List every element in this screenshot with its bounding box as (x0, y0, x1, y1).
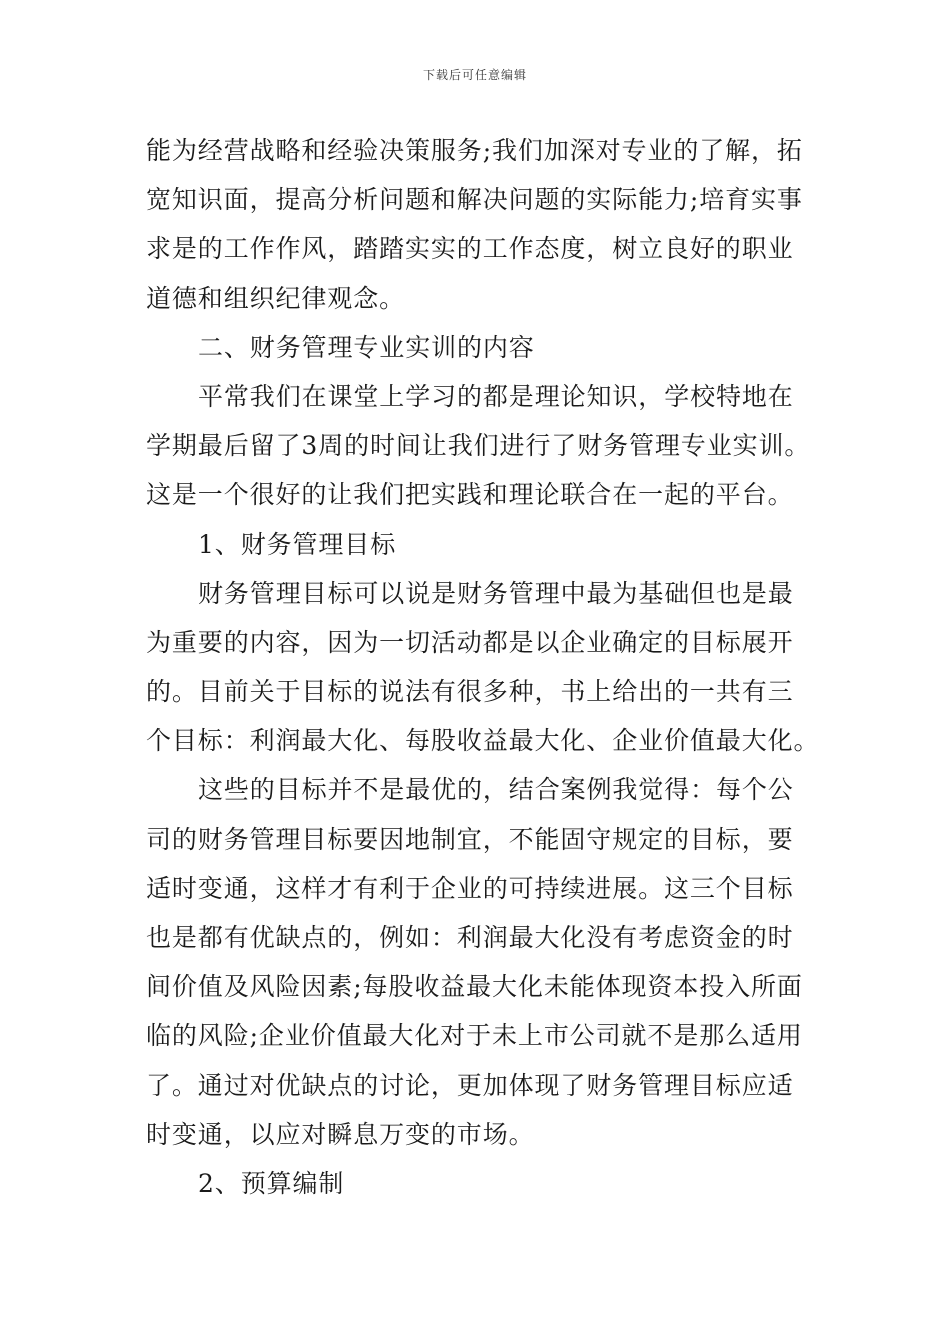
body-line: 司的财务管理目标要因地制宜，不能固守规定的目标，要 (146, 824, 794, 854)
body-line: 间价值及风险因素;每股收益最大化未能体现资本投入所面 (146, 972, 803, 1002)
body-line: 时变通，以应对瞬息万变的市场。 (146, 1119, 535, 1149)
body-line: 临的风险;企业价值最大化对于未上市公司就不是那么适用 (146, 1021, 803, 1051)
body-line: 了。通过对优缺点的讨论，更加体现了财务管理目标应适 (146, 1070, 794, 1100)
body-line: 平常我们在课堂上学习的都是理论知识，学校特地在 (198, 381, 794, 411)
subsection-heading: 1、财务管理目标 (198, 529, 397, 559)
body-line: 也是都有优缺点的，例如：利润最大化没有考虑资金的时 (146, 923, 794, 952)
page-header: 下载后可任意编辑 (422, 68, 527, 82)
body-line: 这些的目标并不是最优的，结合案例我觉得：每个公 (198, 775, 794, 805)
section-heading: 二、财务管理专业实训的内容 (198, 332, 535, 362)
subsection-heading: 2、预算编制 (198, 1168, 345, 1198)
body-line: 学期最后留了3周的时间让我们进行了财务管理专业实训。 (146, 431, 811, 461)
body-line: 这是一个很好的让我们把实践和理论联合在一起的平台。 (146, 480, 794, 510)
body-line: 适时变通，这样才有利于企业的可持续进展。这三个目标 (146, 873, 794, 903)
document-body (146, 126, 820, 1208)
body-line: 为重要的内容，因为一切活动都是以企业确定的目标展开 (146, 627, 794, 657)
body-line: 的。目前关于目标的说法有很多种，书上给出的一共有三 (146, 677, 794, 707)
body-line: 能为经营战略和经验决策服务;我们加深对专业的了解，拓 (146, 136, 803, 165)
body-line: 财务管理目标可以说是财务管理中最为基础但也是最 (198, 578, 794, 608)
body-line: 宽知识面，提高分析问题和解决问题的实际能力;培育实事 (146, 185, 803, 215)
body-line: 求是的工作作风，踏踏实实的工作态度，树立良好的职业 (146, 234, 794, 264)
body-line: 道德和组织纪律观念。 (146, 283, 406, 313)
body-line: 个目标：利润最大化、每股收益最大化、企业价值最大化。 (146, 726, 820, 756)
